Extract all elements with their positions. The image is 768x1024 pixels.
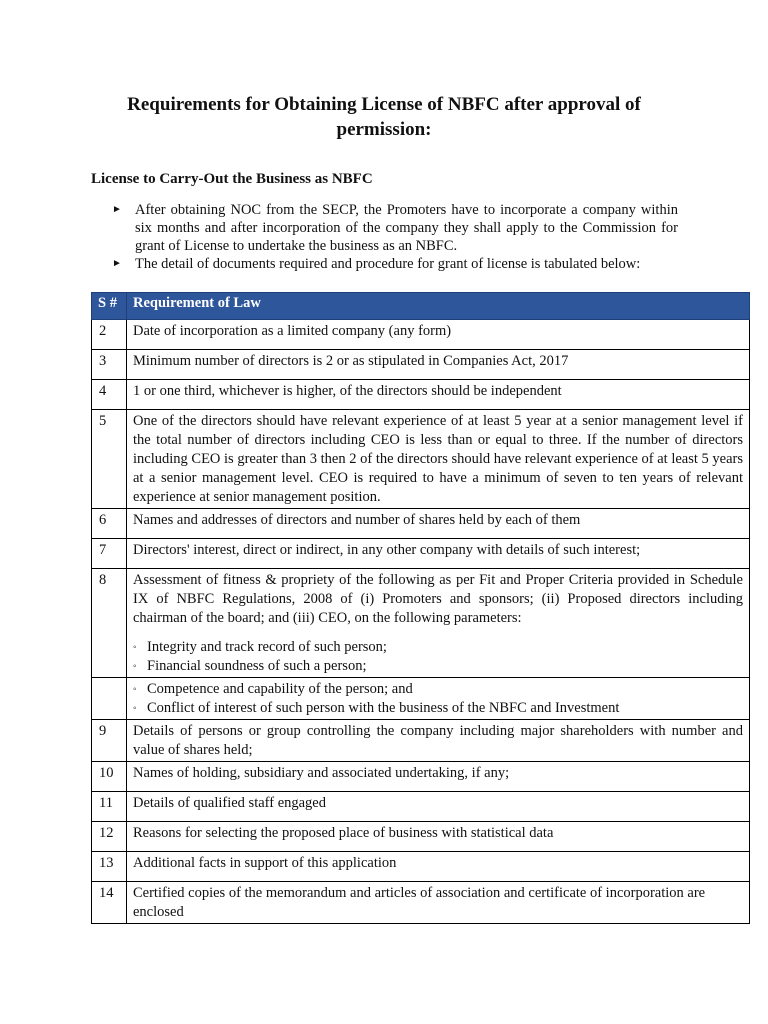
row-number: 3 <box>92 350 127 380</box>
page-title: Requirements for Obtaining License of NBFC after approval of permission: <box>127 94 641 140</box>
row-requirement <box>127 569 750 678</box>
row-requirement: Names and addresses of directors and number of shares held by each of them <box>127 509 750 539</box>
row-number: 5 <box>92 410 127 509</box>
row-number: 6 <box>92 509 127 539</box>
list-item <box>133 680 743 699</box>
table-row <box>92 720 750 762</box>
bullet-text: The detail of documents required and procedure for grant of license is tabulated below: <box>135 256 641 272</box>
table-row <box>92 852 750 882</box>
row-number: 8 <box>92 569 127 678</box>
row-requirement: Reasons for selecting the proposed place of business with statistical data <box>127 822 750 852</box>
row-number: 12 <box>92 822 127 852</box>
row-number: 10 <box>92 762 127 792</box>
column-header-number: S # <box>92 293 127 320</box>
row-requirement-text: Assessment of fitness & propriety of the following as per Fit and Proper Criteria provided in Schedule IX of NBFC Regulations, 2008 of (i) Promoters and sponsors; (ii) Proposed directors including chairman of the board; and (iii) CEO, on the following parameters: <box>133 572 743 626</box>
row-number: 4 <box>92 380 127 410</box>
row-requirement: 1 or one third, whichever is higher, of the directors should be independent <box>127 380 750 410</box>
row-number <box>92 678 127 720</box>
row-requirement: Additional facts in support of this application <box>127 852 750 882</box>
row-requirement: Names of holding, subsidiary and associated undertaking, if any; <box>127 762 750 792</box>
table-row <box>92 350 750 380</box>
table-row <box>92 410 750 509</box>
table-row <box>92 822 750 852</box>
requirements-table <box>91 292 750 924</box>
parameter-list <box>133 638 743 676</box>
list-item <box>133 638 743 657</box>
row-requirement: Certified copies of the memorandum and articles of association and certificate of incorporation are enclosed <box>127 882 750 924</box>
row-requirement: Details of qualified staff engaged <box>127 792 750 822</box>
table-row <box>92 678 750 720</box>
list-item <box>133 657 743 676</box>
table-row <box>92 882 750 924</box>
row-number: 11 <box>92 792 127 822</box>
table-row <box>92 762 750 792</box>
row-requirement: Date of incorporation as a limited company (any form) <box>127 320 750 350</box>
table-row <box>92 792 750 822</box>
row-number: 2 <box>92 320 127 350</box>
parameter-list <box>133 680 743 718</box>
circle-bullet-icon: ◦ <box>133 661 137 672</box>
list-item <box>112 201 678 255</box>
list-item <box>112 255 678 273</box>
row-requirement <box>127 678 750 720</box>
bullet-text: After obtaining NOC from the SECP, the Promoters have to incorporate a company within six months and after incorporation of the company they shall apply to the Commission for grant of License to undertake the business as an NBFC. <box>135 202 678 254</box>
row-requirement: Minimum number of directors is 2 or as stipulated in Companies Act, 2017 <box>127 350 750 380</box>
row-requirement: Details of persons or group controlling the company including major shareholders with number and value of shares held; <box>127 720 750 762</box>
circle-bullet-icon: ◦ <box>133 684 137 695</box>
column-header-requirement: Requirement of Law <box>127 293 750 320</box>
table-row <box>92 380 750 410</box>
circle-bullet-icon: ◦ <box>133 642 137 653</box>
parameter-text: Conflict of interest of such person with the business of the NBFC and Investment <box>147 700 620 716</box>
table-row <box>92 509 750 539</box>
circle-bullet-icon: ◦ <box>133 703 137 714</box>
table-row <box>92 569 750 678</box>
section-heading: License to Carry-Out the Business as NBFC <box>91 171 373 187</box>
row-number: 13 <box>92 852 127 882</box>
triangle-bullet-icon: ► <box>112 258 122 269</box>
row-requirement: Directors' interest, direct or indirect, in any other company with details of such interest; <box>127 539 750 569</box>
row-number: 7 <box>92 539 127 569</box>
parameter-text: Competence and capability of the person; and <box>147 681 413 697</box>
list-item <box>133 699 743 718</box>
table-row <box>92 320 750 350</box>
parameter-text: Integrity and track record of such person; <box>147 639 387 655</box>
triangle-bullet-icon: ► <box>112 204 122 215</box>
row-number: 9 <box>92 720 127 762</box>
parameter-text: Financial soundness of such a person; <box>147 658 367 674</box>
intro-bullet-list <box>112 201 678 273</box>
row-number: 14 <box>92 882 127 924</box>
table-row <box>92 539 750 569</box>
row-requirement: One of the directors should have relevant experience of at least 5 year at a senior management level if the total number of directors including CEO is less than or equal to three. If the number of directors including CEO is greater than 3 then 2 of the directors should have relevant experience of at least 5 years at a senior management level. CEO is required to have a minimum of seven to ten years of relevant experience at senior management position. <box>127 410 750 509</box>
table-header-row <box>92 293 750 320</box>
